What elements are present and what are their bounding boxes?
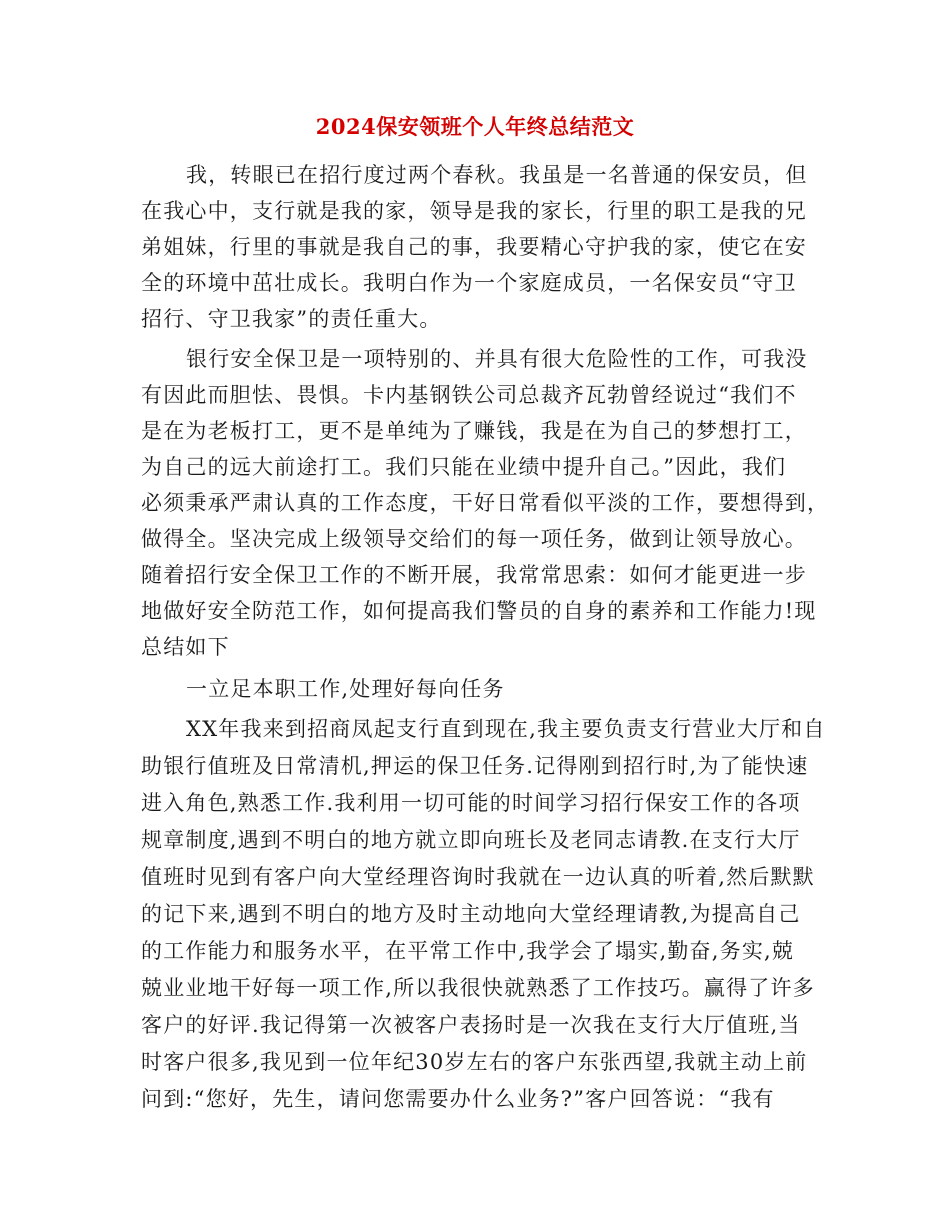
paragraph-line: 做得全。坚决完成上级领导交给们的每一项任务，做到让领导放心。 <box>141 527 807 551</box>
paragraph-line: 随着招行安全保卫工作的不断开展，我常常思索：如何才能更进一步 <box>141 563 807 587</box>
paragraph-line: 进入角色,熟悉工作.我利用一切可能的时间学习招行保安工作的各项 <box>141 791 801 815</box>
paragraph-line: 的工作能力和服务水平，在平常工作中,我学会了塌实,勤奋,务实,兢 <box>141 939 795 963</box>
paragraph-line: 规章制度,遇到不明白的地方就立即向班长及老同志请教.在支行大厅 <box>141 828 801 852</box>
paragraph-line: 招行、守卫我家”的责任重大。 <box>141 307 442 331</box>
paragraph-line: 兢业业地干好每一项工作,所以我很快就熟悉了工作技巧。赢得了许多 <box>141 976 815 1000</box>
paragraph-line: 助银行值班及日常清机,押运的保卫任务.记得刚到招行时,为了能快速 <box>141 754 809 778</box>
paragraph-line: 地做好安全防范工作，如何提高我们警员的自身的素养和工作能力!现 <box>141 599 817 623</box>
paragraph-line: 在我心中，支行就是我的家，领导是我的家长，行里的职工是我的兄 <box>141 199 807 223</box>
paragraph-line: 我，转眼已在招行度过两个春秋。我虽是一名普通的保安员，但 <box>186 163 808 187</box>
paragraph-line: XX年我来到招商凤起支行直到现在,我主要负责支行营业大厅和自 <box>186 717 826 741</box>
paragraph-line: 必须秉承严肃认真的工作态度，干好日常看似平淡的工作，要想得到， <box>141 491 830 515</box>
paragraph-line: 问到:“您好，先生，请问您需要办什么业务?”客户回答说：“我有 <box>141 1087 775 1111</box>
paragraph-line: 的记下来,遇到不明白的地方及时主动地向大堂经理请教,为提高自己 <box>141 902 801 926</box>
paragraph-line: 值班时见到有客户向大堂经理咨询时我就在一边认真的听着,然后默默 <box>141 865 815 889</box>
paragraph-line: 时客户很多,我见到一位年纪30岁左右的客户东张西望,我就主动上前 <box>141 1050 808 1074</box>
paragraph-line: 银行安全保卫是一项特别的、并具有很大危险性的工作，可我没 <box>186 347 808 371</box>
paragraph-line: 总结如下 <box>141 635 230 659</box>
paragraph-line: 全的环境中茁壮成长。我明白作为一个家庭成员，一名保安员“守卫 <box>141 271 797 295</box>
paragraph-line: 客户的好评.我记得第一次被客户表扬时是一次我在支行大厅值班,当 <box>141 1013 801 1037</box>
paragraph-line: 弟姐妹，行里的事就是我自己的事，我要精心守护我的家，使它在安 <box>141 235 807 259</box>
paragraph-line: 为自己的远大前途打工。我们只能在业绩中提升自己。”因此，我们 <box>141 455 787 479</box>
paragraph-line: 是在为老板打工，更不是单纯为了赚钱，我是在为自己的梦想打工， <box>141 419 807 443</box>
section-heading: 一立足本职工作,处理好每向任务 <box>186 677 505 701</box>
paragraph-line: 有因此而胆怯、畏惧。卡内基钢铁公司总裁齐瓦勃曾经说过“我们不 <box>141 383 797 407</box>
document-title: 2024保安领班个人年终总结范文 <box>315 114 635 139</box>
